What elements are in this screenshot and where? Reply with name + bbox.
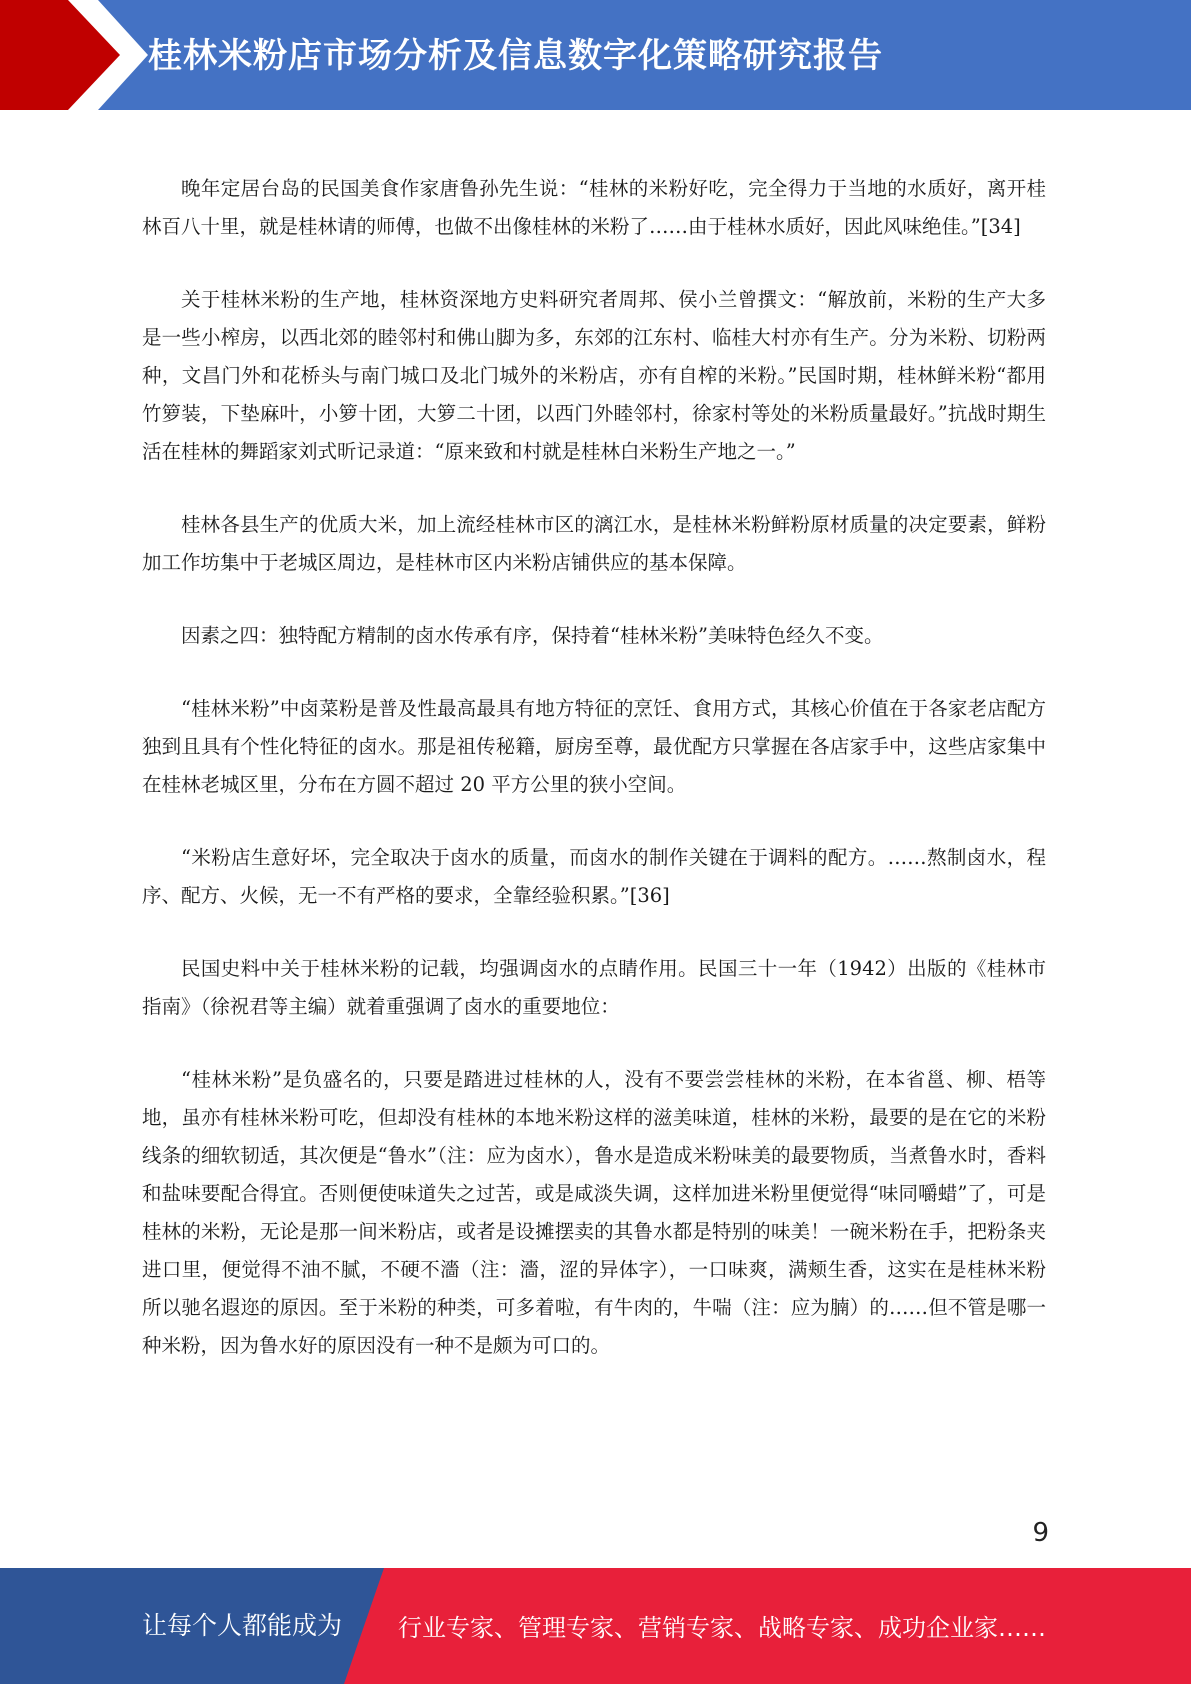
report-title: 桂林米粉店市场分析及信息数字化策略研究报告 — [148, 36, 883, 76]
page-header — [0, 0, 1191, 110]
page-footer — [0, 1568, 1191, 1684]
footer-slogan-right: 行业专家、管理专家、营销专家、战略专家、成功企业家…… — [398, 1614, 1046, 1642]
paragraph: 关于桂林米粉的生产地，桂林资深地方史料研究者周邦、侯小兰曾撰文：“解放前，米粉的生产大多是一些小榨房，以西北郊的睦邻村和佛山脚为多，东郊的江东村、临桂大村亦有生产。分为米粉、切粉两种，文昌门外和花桥头与南门城口及北门城外的米粉店，亦有自榨的米粉。”民国时期，桂林鲜米粉“都用竹箩装，下垫麻叶，小箩十团，大箩二十团，以西门外睦邻村，徐家村等处的米粉质量最好。”抗战时期生活在桂林的舞蹈家刘式昕记录道：“原来致和村就是桂林白米粉生产地之一。” — [142, 288, 1046, 463]
footer-slogan-left: 让每个人都能成为 — [142, 1611, 343, 1640]
paragraph: “桂林米粉”是负盛名的，只要是踏进过桂林的人，没有不要尝尝桂林的米粉，在本省邕、柳、梧等地，虽亦有桂林米粉可吃，但却没有桂林的本地米粉这样的滋美味道，桂林的米粉，最要的是在它的米粉线条的细软韧适，其次便是“鲁水”（注：应为卤水），鲁水是造成米粉味美的最要物质，当煮鲁水时，香料和盐味要配合得宜。否则便使味道失之过苦，或是咸淡失调，这样加进米粉里便觉得“味同嚼蜡”了，可是桂林的米粉，无论是那一间米粉店，或者是设摊摆卖的其鲁水都是特别的味美！一碗米粉在手，把粉条夹进口里，便觉得不油不腻，不硬不濇（注：濇，涩的异体字），一口味爽，满颊生香，这实在是桂林米粉所以驰名遐迩的原因。至于米粉的种类，可多着啦，有牛肉的，牛喘（注：应为腩）的……但不管是哪一种米粉，因为鲁水好的原因没有一种不是颇为可口的。 — [142, 1068, 1046, 1357]
paragraph: 晚年定居台岛的民国美食作家唐鲁孙先生说：“桂林的米粉好吃，完全得力于当地的水质好，离开桂林百八十里，就是桂林请的师傅，也做不出像桂林的米粉了……由于桂林水质好，因此风味绝佳。”[34] — [142, 177, 1046, 238]
paragraph: “桂林米粉”中卤菜粉是普及性最高最具有地方特征的烹饪、食用方式，其核心价值在于各家老店配方独到且具有个性化特征的卤水。那是祖传秘籍，厨房至尊，最优配方只掌握在各店家手中，这些店家集中在桂林老城区里，分布在方圆不超过 20 平方公里的狭小空间。 — [142, 697, 1046, 796]
paragraph: “米粉店生意好坏，完全取决于卤水的质量，而卤水的制作关键在于调料的配方。……熬制卤水，程序、配方、火候，无一不有严格的要求，全靠经验积累。”[36] — [142, 846, 1046, 907]
page-number: 9 — [1032, 1518, 1049, 1548]
paragraph: 因素之四：独特配方精制的卤水传承有序，保持着“桂林米粉”美味特色经久不变。 — [181, 624, 884, 647]
paragraph: 民国史料中关于桂林米粉的记载，均强调卤水的点睛作用。民国三十一年（1942）出版的《桂林市指南》（徐祝君等主编）就着重强调了卤水的重要地位： — [142, 957, 1046, 1018]
document-body — [142, 170, 1046, 1400]
paragraph: 桂林各县生产的优质大米，加上流经桂林市区的漓江水，是桂林米粉鲜粉原材质量的决定要素，鲜粉加工作坊集中于老城区周边，是桂林市区内米粉店铺供应的基本保障。 — [142, 513, 1046, 574]
